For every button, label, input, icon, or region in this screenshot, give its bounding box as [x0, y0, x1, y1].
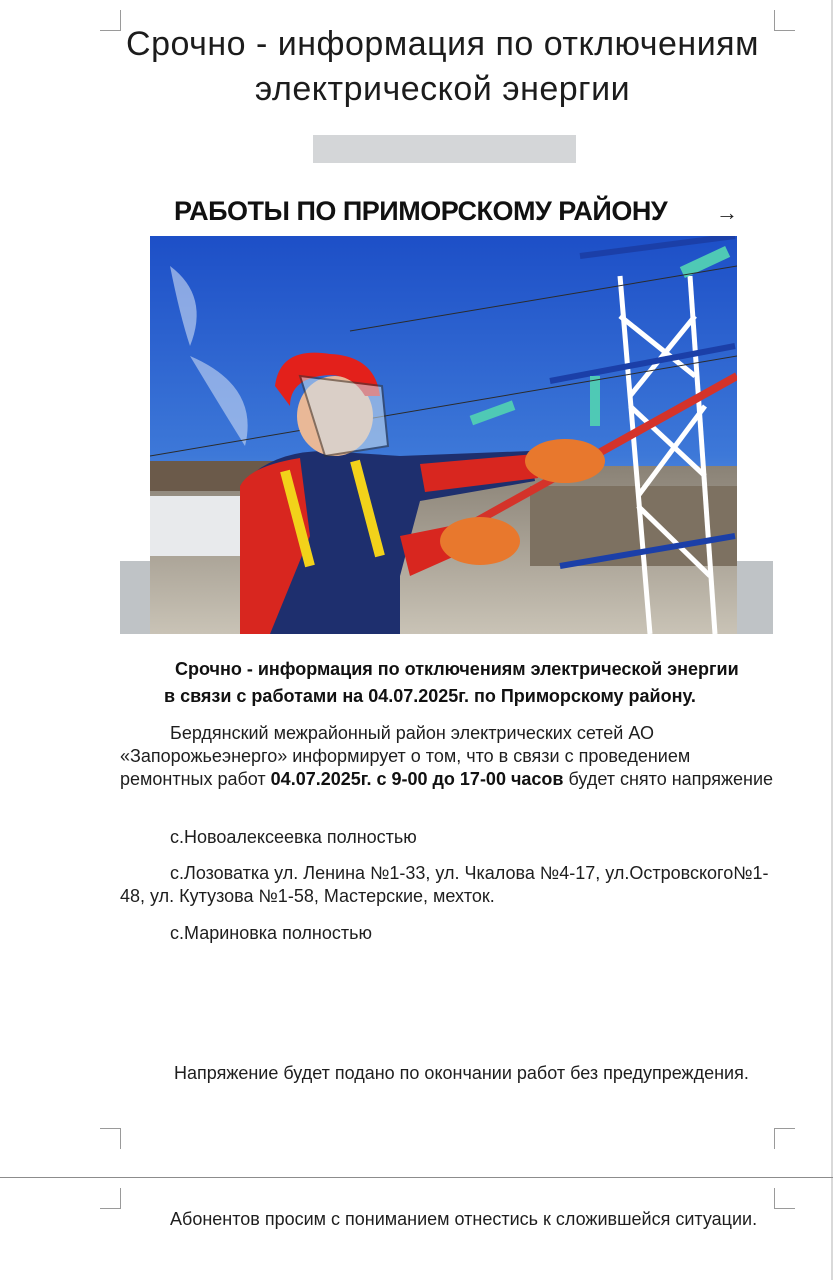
page-corner-mark	[774, 10, 795, 31]
restore-text: Напряжение будет подано по окончании работ без предупреждения.	[174, 1063, 749, 1083]
notice-intro-text: Бердянский межрайонный район электрических сетей АО «Запорожьеэнерго» информирует о том, что в связи с проведением ремонтных работ	[120, 723, 691, 789]
location-item	[120, 862, 780, 908]
page-corner-mark	[100, 1128, 121, 1149]
notice-intro-end: будет снято напряжение	[563, 769, 774, 789]
lead-line: Срочно - информация по отключениям электрической энергии	[175, 659, 739, 679]
page-title: Срочно - информация по отключениям электрической энергии	[126, 25, 759, 108]
photo-side-band	[737, 561, 773, 634]
notice-intro	[120, 722, 780, 791]
lead-paragraph	[120, 656, 780, 710]
lineman-photo	[150, 236, 737, 634]
title-highlight-band	[313, 135, 576, 163]
page-corner-mark	[774, 1188, 795, 1209]
location-text: с.Лозоватка ул. Ленина №1-33, ул. Чкалова №4-17, ул.Островского№1-48, ул. Кутузова №1-58, Мастерские, мехток.	[120, 863, 769, 906]
lineman-on-power-tower-icon	[150, 236, 737, 634]
location-item	[120, 826, 780, 849]
section-heading: РАБОТЫ ПО ПРИМОРСКОМУ РАЙОНУ	[174, 196, 668, 226]
location-text: с.Новоалексеевка полностью	[170, 827, 417, 847]
notice-date-time: 04.07.2025г. с 9-00 до 17-00 часов	[270, 769, 564, 789]
restore-notice	[120, 1062, 780, 1085]
apology-text: Абонентов просим с пониманием отнестись к сложившейся ситуации.	[170, 1209, 758, 1229]
lead-line: в связи с работами на 04.07.2025г. по Приморскому району.	[164, 686, 696, 706]
page-corner-mark	[774, 1128, 795, 1149]
page-break-line	[0, 1177, 833, 1178]
location-text: с.Мариновка полностью	[170, 923, 373, 943]
photo-side-band	[120, 561, 150, 634]
arrow-right-icon: →	[716, 200, 738, 225]
page-corner-mark	[100, 1188, 121, 1209]
apology-notice	[120, 1208, 780, 1231]
page-corner-mark	[100, 10, 121, 31]
location-item	[120, 922, 780, 945]
